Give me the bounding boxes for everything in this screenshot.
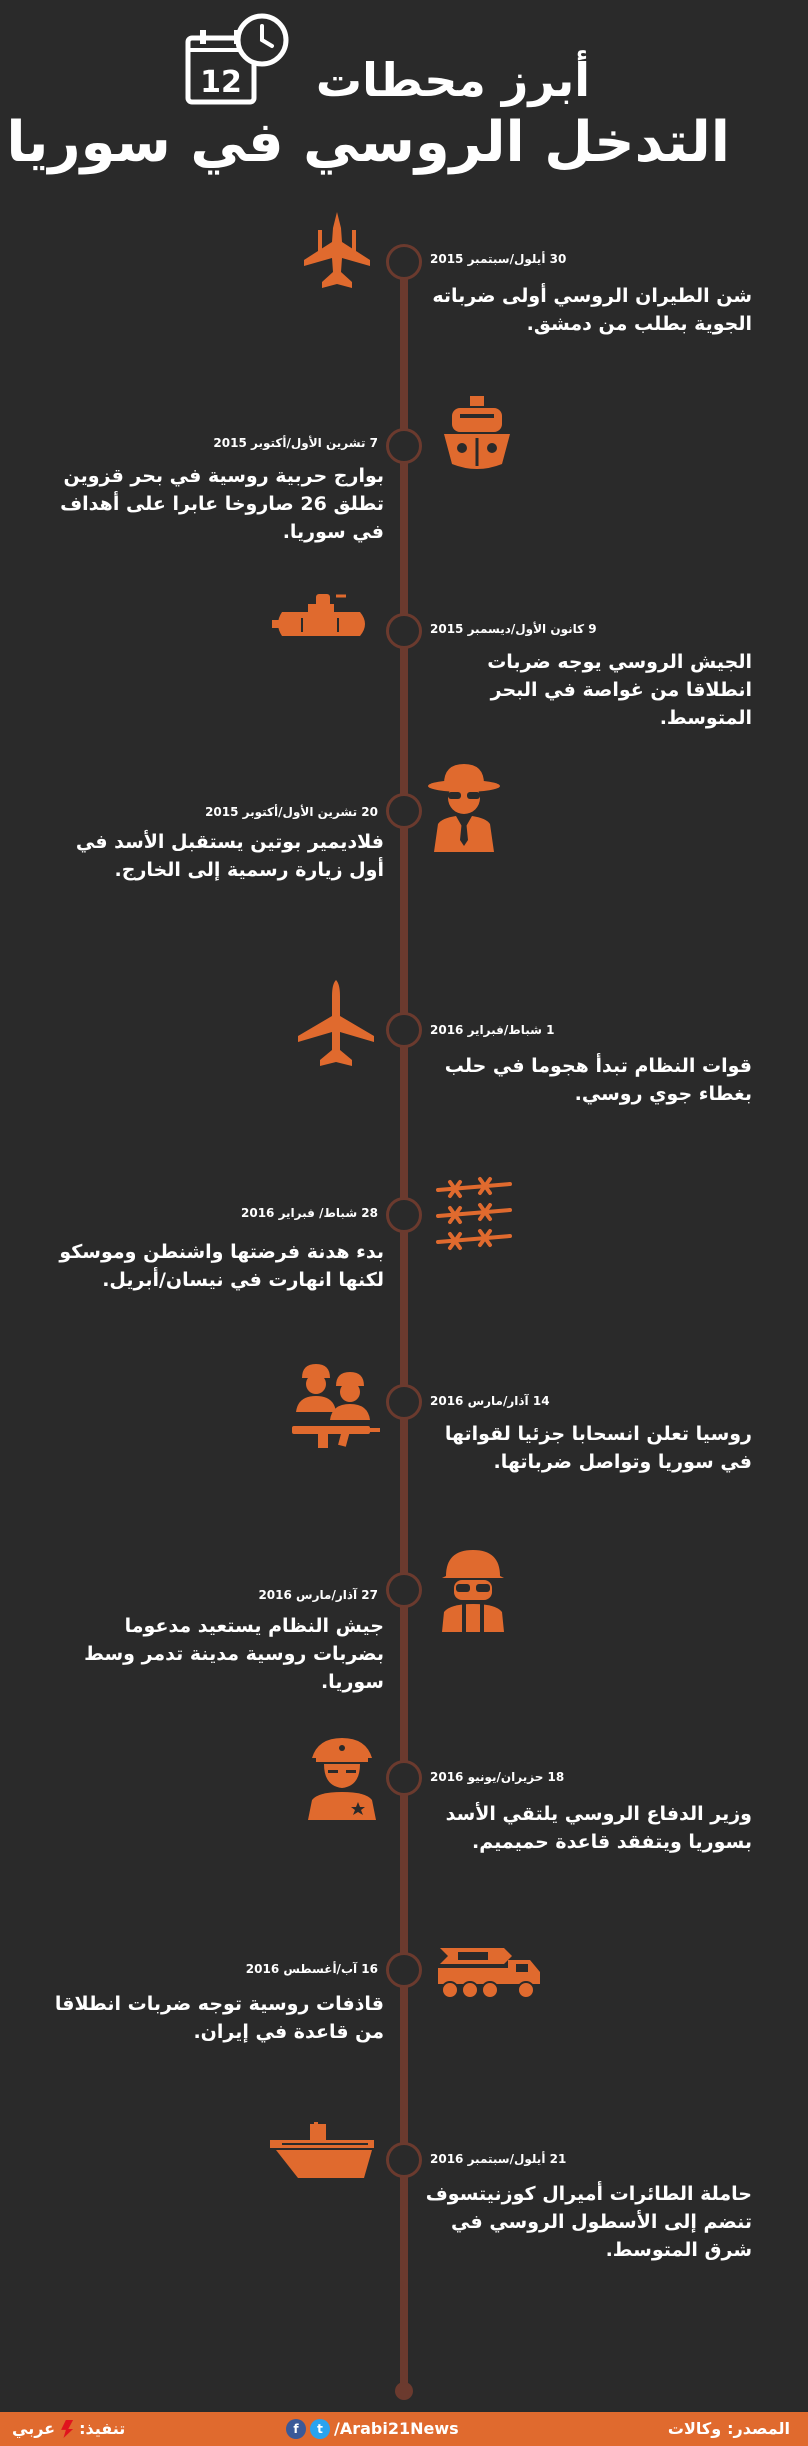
timeline-node [386,793,422,829]
timeline-node [386,613,422,649]
event-text: قاذفات روسية توجه ضربات انطلاقا من قاعدة في إيران. [54,1993,384,2043]
timeline-node [386,1760,422,1796]
event-date: 9 كانون الأول/ديسمبر 2015 [430,622,597,636]
event-date: 7 تشرين الأول/أكتوبر 2015 [213,436,378,450]
event-date: 14 آذار/مارس 2016 [430,1394,550,1408]
event-date: 16 آب/أغسطس 2016 [245,1962,378,1976]
timeline-node [386,2142,422,2178]
aircraft-carrier-icon [268,2122,376,2184]
event-text: وزير الدفاع الروسي يلتقي الأسد بسوريا ويتفقد قاعدة حميميم. [445,1803,752,1853]
event-text: الجيش الروسي يوجه ضربات انطلاقا من غواصة في البحر المتوسط. [487,651,752,729]
footer-social [286,2419,459,2439]
event-date: 28 شباط/ فبراير 2016 [241,1206,378,1220]
timeline-node [386,1952,422,1988]
event-text: فلاديمير بوتين يستقبل الأسد في أول زيارة رسمية إلى الخارج. [75,831,384,881]
footer-execution [12,2419,125,2439]
timeline-node [386,1384,422,1420]
event-date: 27 آذار/مارس 2016 [258,1588,378,1602]
timeline-node [386,1197,422,1233]
footer [0,2412,808,2446]
social-handle[interactable]: /Arabi21News [334,2419,459,2438]
footer-source [668,2419,790,2439]
plane-icon [296,978,376,1072]
soldiers-rifle-icon [288,1360,382,1454]
warship-icon [440,392,514,474]
event-date: 20 تشرين الأول/أكتوبر 2015 [205,805,378,819]
execution-brand: عربي [12,2419,56,2438]
missile-launcher-truck-icon [434,1942,544,2002]
timeline-node [386,244,422,280]
timeline-line [400,260,408,2392]
event-date: 18 حزيران/يونيو 2016 [430,1770,565,1784]
timeline-end-dot [395,2382,413,2400]
page-title-line1: أبرز محطات [315,53,590,107]
execution-label: تنفيذ: [79,2419,126,2438]
page-title-line2: التدخل الروسي في سوريا [6,110,730,175]
soldier-helmet-icon [438,1548,508,1632]
event-date: 21 أيلول/سبتمبر 2016 [430,2152,567,2166]
timeline-node [386,1572,422,1608]
barbed-wire-icon [434,1176,514,1254]
event-text: حاملة الطائرات أميرال كوزنيتسوف تنضم إلى الأسطول الروسي في شرق المتوسط. [425,2183,752,2261]
event-text: جيش النظام يستعيد مدعوما بضربات روسية مدينة تدمر وسط سوريا. [84,1615,384,1693]
source-value: وكالات [667,2419,722,2438]
general-icon [306,1736,378,1820]
calendar-number: 12 [200,65,242,100]
event-text: بدء هدنة فرضتها واشنطن وموسكو لكنها انهارت في نيسان/أبريل. [59,1241,384,1291]
header [0,0,808,200]
event-date: 30 أيلول/سبتمبر 2015 [430,252,567,266]
twitter-icon[interactable]: t [310,2419,330,2439]
event-text: روسيا تعلن انسحابا جزئيا لقواتها في سوريا وتواصل ضرباتها. [444,1423,752,1473]
timeline-node [386,428,422,464]
submarine-icon [272,590,372,644]
event-date: 1 شباط/فبراير 2016 [430,1023,555,1037]
fighter-jet-icon [300,210,374,292]
facebook-icon[interactable]: f [286,2419,306,2439]
event-text: بوارج حربية روسية في بحر قزوين تطلق 26 صاروخا عابرا على أهداف في سوريا. [60,465,384,543]
spy-agent-icon [426,760,502,852]
event-text: شن الطيران الروسي أولى ضرباته الجوية بطلب من دمشق. [432,285,752,335]
timeline-node [386,1012,422,1048]
event-text: قوات النظام تبدأ هجوما في حلب بغطاء جوي روسي. [444,1055,752,1105]
brand-logo-icon [61,2420,73,2438]
source-label: المصدر: [727,2419,790,2438]
